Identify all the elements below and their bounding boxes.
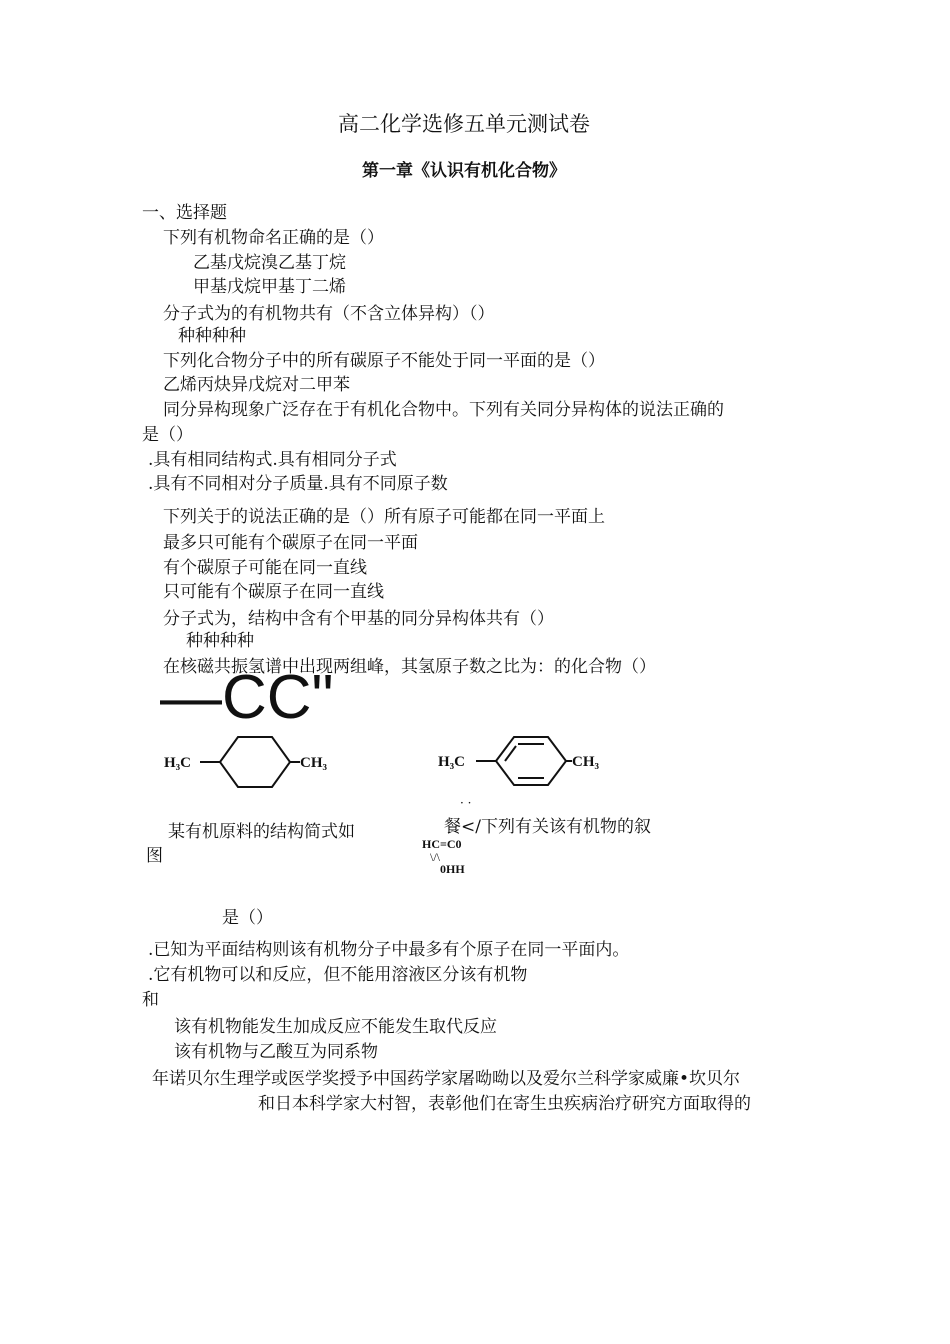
question-7: 在核磁共振氢谱中出现两组峰，其氢原子数之比为：的化合物（）: [163, 657, 656, 677]
para-xylene-structure: [436, 730, 616, 790]
question-8-stem-end: 是（）: [222, 908, 273, 928]
question-2: 分子式为的有机物共有（不含立体异构）（）: [163, 304, 495, 324]
structure-label-h3c: H₃C: [438, 754, 465, 770]
question-8-option-b-cont: 和: [142, 990, 159, 1010]
question-4-line-2: 是（）: [142, 425, 193, 445]
question-1-options-cd: 甲基戊烷甲基丁二烯: [193, 277, 346, 297]
cyclohexane-structure: [160, 732, 340, 792]
question-1: 下列有机物命名正确的是（）: [163, 228, 384, 248]
question-6: 分子式为，结构中含有个甲基的同分异构体共有（）: [163, 609, 554, 629]
structure-label-h3c: H₃C: [164, 755, 191, 771]
question-8-right: 餐</下列有关该有机物的叙: [444, 817, 651, 837]
question-3-options: 乙烯丙炔异戊烷对二甲苯: [163, 375, 350, 395]
question-4-options-cd: .具有不同相对分子质量.具有不同原子数: [148, 474, 448, 494]
structure-label-ch3: CH₃: [572, 754, 599, 770]
question-4-line-1: 同分异构现象广泛存在于有机化合物中。下列有关同分异构体的说法正确的: [163, 400, 724, 420]
question-2-options: 种种种种: [178, 326, 246, 346]
page-title: 高二化学选修五单元测试卷: [338, 112, 590, 136]
question-5-option-b: 最多只可能有个碳原子在同一平面: [163, 533, 418, 553]
question-9-line-1: 年诺贝尔生理学或医学奖授予中国药学家屠呦呦以及爱尔兰科学家威廉•坎贝尔: [152, 1069, 741, 1089]
question-8-option-a: .已知为平面结构则该有机物分子中最多有个原子在同一平面内。: [148, 940, 630, 960]
question-1-options-ab: 乙基戊烷溴乙基丁烷: [193, 253, 346, 273]
question-8-option-d: 该有机物与乙酸互为同系物: [174, 1042, 378, 1062]
question-5-option-d: 只可能有个碳原子在同一直线: [163, 582, 384, 602]
structure-fragment-2: \/\: [430, 850, 441, 864]
question-8-left: 某有机原料的结构简式如: [168, 822, 355, 842]
chapter-heading: 第一章《认识有机化合物》: [362, 161, 566, 181]
question-5-option-c: 有个碳原子可能在同一直线: [163, 558, 367, 578]
section-heading: 一、选择题: [142, 203, 227, 223]
question-8-left-2: 图: [146, 846, 163, 866]
question-6-options: 种种种种: [186, 631, 254, 651]
question-5: 下列关于的说法正确的是（）所有原子可能都在同一平面上: [163, 507, 605, 527]
question-9-line-2: 和日本科学家大村智，表彰他们在寄生虫疾病治疗研究方面取得的: [258, 1094, 751, 1114]
structure-fragment-3: 0HH: [440, 862, 465, 876]
structure-label-ch3: CH₃: [300, 755, 327, 771]
structure-fragment-1: HC=C0: [422, 837, 462, 851]
question-8-option-b: .它有机物可以和反应，但不能用溶液区分该有机物: [148, 965, 528, 985]
question-8-option-c: 该有机物能发生加成反应不能发生取代反应: [174, 1017, 497, 1037]
stray-dots: · ·: [460, 796, 472, 810]
question-3: 下列化合物分子中的所有碳原子不能处于同一平面的是（）: [163, 351, 605, 371]
question-7-large-fragment: —CC": [160, 663, 334, 732]
question-4-options-ab: .具有相同结构式.具有相同分子式: [148, 450, 397, 470]
